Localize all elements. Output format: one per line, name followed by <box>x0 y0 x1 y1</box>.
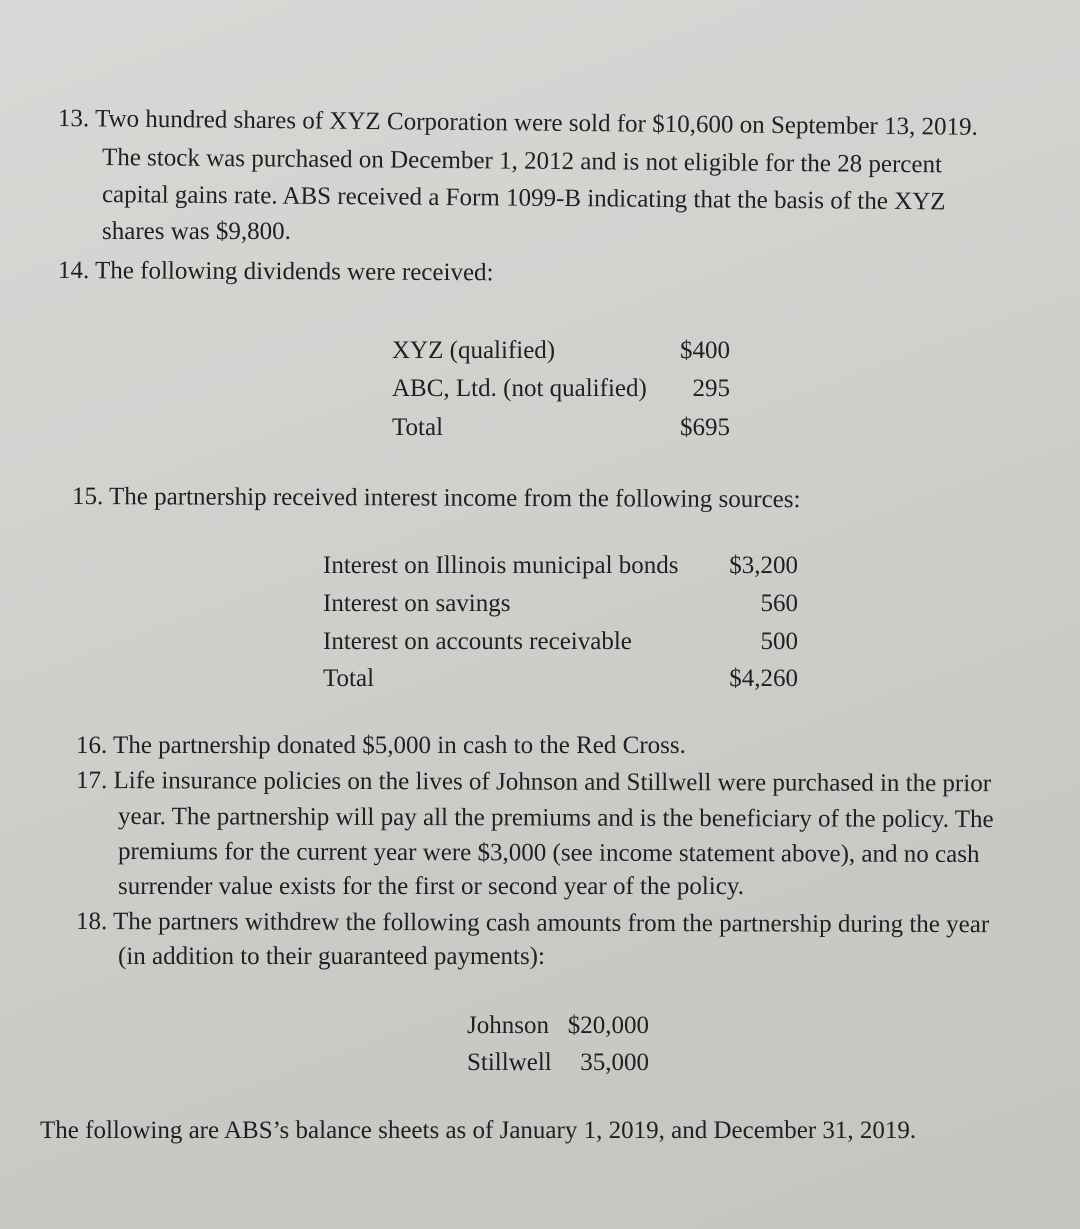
item-17-line-1: 17. Life insurance policies on the lives of Johnson and Stillwell were purchased in the prior <box>75 767 992 798</box>
item-18-line-2: (in addition to their guaranteed payments): <box>118 943 545 970</box>
dividend-total-amount: $695 <box>680 414 730 441</box>
item-15-text: 15. The partnership received interest income from the following sources: <box>71 483 801 514</box>
item-17-line-3: premiums for the current year were $3,000 (see income statement above), and no cash <box>117 838 980 869</box>
interest-label: Interest on accounts receivable <box>323 628 632 655</box>
interest-amount: 500 <box>760 628 798 655</box>
item-13-line-2: The stock was purchased on December 1, 2012 and is not eligible for the 28 percent <box>101 144 943 179</box>
item-14-text: 14. The following dividends were received: <box>57 257 494 287</box>
withdrawal-amount: 35,000 <box>580 1049 649 1076</box>
item-16-text: 16. The partnership donated $5,000 in cash to the Red Cross. <box>76 732 686 759</box>
item-18-line-1: 18. The partners withdrew the following cash amounts from the partnership during the year <box>75 908 990 939</box>
dividend-amount: $400 <box>680 337 730 364</box>
interest-total-amount: $4,260 <box>729 665 798 692</box>
withdrawal-label: Stillwell <box>467 1049 552 1076</box>
interest-amount: 560 <box>760 590 798 617</box>
withdrawal-label: Johnson <box>467 1012 549 1039</box>
item-17-line-2: year. The partnership will pay all the premiums and is the beneficiary of the policy. The <box>117 803 994 834</box>
interest-label: Interest on savings <box>323 590 511 617</box>
item-13-line-3: capital gains rate. ABS received a Form 1099-B indicating that the basis of the XYZ <box>101 181 946 216</box>
withdrawal-amount: $20,000 <box>567 1012 649 1039</box>
dividend-total-label: Total <box>392 414 444 441</box>
item-13-line-4: shares was $9,800. <box>102 218 291 245</box>
dividend-amount: 295 <box>692 375 730 402</box>
item-13-line-1: 13. Two hundred shares of XYZ Corporation were sold for $10,600 on September 13, 2019. <box>57 105 978 141</box>
interest-label: Interest on Illinois municipal bonds <box>323 552 679 579</box>
dividend-label: ABC, Ltd. (not qualified) <box>392 375 647 402</box>
item-17-line-4: surrender value exists for the first or second year of the policy. <box>118 873 744 900</box>
interest-total-label: Total <box>323 665 375 692</box>
closing-text: The following are ABS’s balance sheets as of January 1, 2019, and December 31, 2019. <box>40 1117 917 1144</box>
interest-amount: $3,200 <box>729 552 798 579</box>
dividend-label: XYZ (qualified) <box>392 337 556 364</box>
